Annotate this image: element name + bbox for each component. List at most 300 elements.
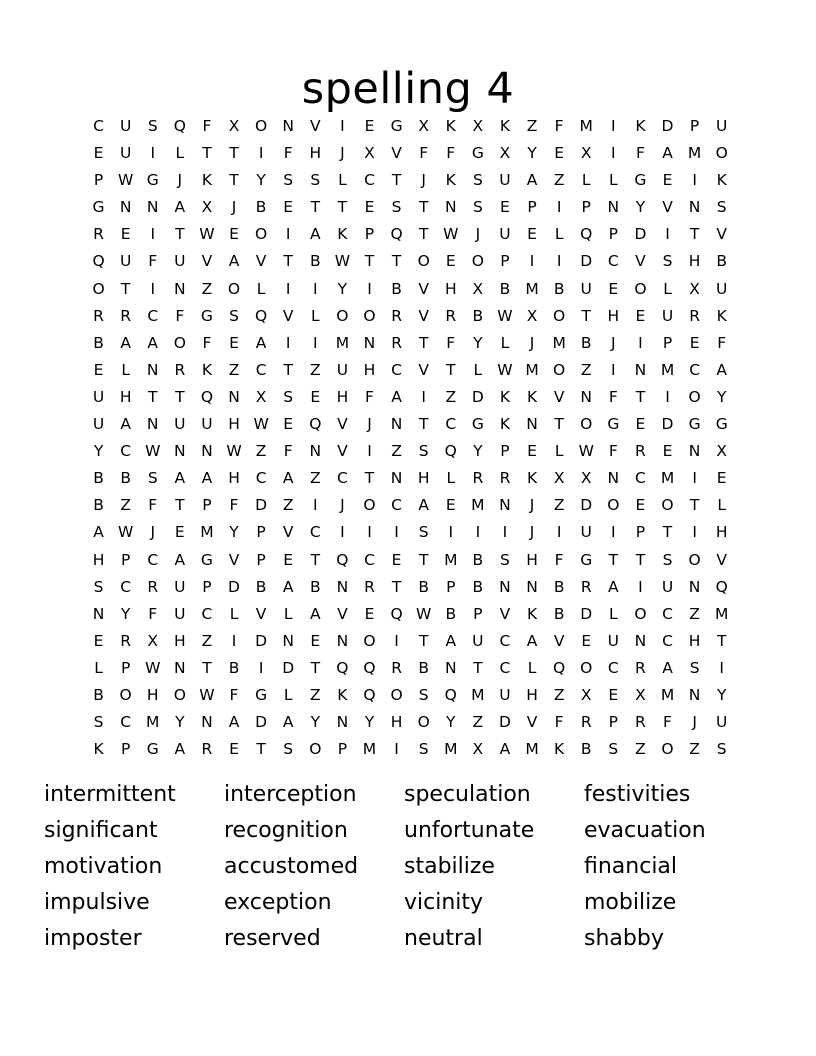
puzzle-cell[interactable]: V <box>282 306 294 325</box>
puzzle-cell[interactable]: S <box>662 252 673 271</box>
puzzle-cell[interactable]: I <box>313 333 318 352</box>
puzzle-cell[interactable]: O <box>607 496 620 515</box>
puzzle-cell[interactable]: A <box>201 469 213 488</box>
puzzle-cell[interactable]: S <box>418 523 429 542</box>
puzzle-cell[interactable]: W <box>253 415 269 434</box>
puzzle-cell[interactable]: A <box>309 225 321 244</box>
puzzle-cell[interactable]: A <box>526 171 538 190</box>
puzzle-cell[interactable]: D <box>228 577 240 596</box>
puzzle-cell[interactable]: A <box>391 387 402 406</box>
puzzle-cell[interactable]: L <box>446 469 456 488</box>
puzzle-cell[interactable]: R <box>93 225 104 244</box>
puzzle-cell[interactable]: N <box>336 577 349 596</box>
puzzle-cell[interactable]: E <box>310 631 321 650</box>
puzzle-cell[interactable]: S <box>310 171 321 190</box>
puzzle-cell[interactable]: W <box>497 360 513 379</box>
puzzle-cell[interactable]: P <box>635 523 646 542</box>
puzzle-cell[interactable]: U <box>716 117 728 135</box>
puzzle-cell[interactable]: Q <box>336 550 349 569</box>
puzzle-cell[interactable]: N <box>336 713 349 732</box>
puzzle-cell[interactable]: B <box>93 685 104 704</box>
puzzle-cell[interactable]: V <box>309 117 321 135</box>
puzzle-cell[interactable]: Z <box>689 604 700 623</box>
puzzle-cell[interactable]: T <box>202 144 212 163</box>
puzzle-cell[interactable]: J <box>529 333 535 352</box>
puzzle-cell[interactable]: U <box>174 577 186 596</box>
puzzle-cell[interactable]: A <box>174 550 186 569</box>
puzzle-cell[interactable]: N <box>174 279 186 298</box>
puzzle-cell[interactable]: N <box>174 658 186 677</box>
puzzle-cell[interactable]: N <box>282 117 294 135</box>
puzzle-cell[interactable]: C <box>391 360 402 379</box>
puzzle-cell[interactable]: B <box>93 496 104 515</box>
puzzle-cell[interactable]: U <box>119 144 132 163</box>
puzzle-cell[interactable]: G <box>688 415 701 434</box>
puzzle-cell[interactable]: U <box>92 387 105 406</box>
puzzle-cell[interactable]: E <box>445 252 456 271</box>
puzzle-cell[interactable]: N <box>228 387 240 406</box>
puzzle-cell[interactable]: H <box>336 387 349 406</box>
puzzle-cell[interactable]: U <box>580 523 592 542</box>
word-list-item[interactable]: intermittent <box>44 782 176 807</box>
puzzle-cell[interactable]: T <box>554 415 564 434</box>
puzzle-cell[interactable]: H <box>146 685 159 704</box>
puzzle-cell[interactable]: I <box>611 360 616 379</box>
puzzle-cell[interactable]: C <box>255 360 267 379</box>
puzzle-cell[interactable]: H <box>417 469 430 488</box>
puzzle-cell[interactable]: U <box>661 306 674 325</box>
puzzle-cell[interactable]: Y <box>473 333 483 352</box>
puzzle-cell[interactable]: E <box>689 333 700 352</box>
puzzle-cell[interactable]: U <box>499 171 511 190</box>
puzzle-cell[interactable]: B <box>716 252 728 271</box>
puzzle-cell[interactable]: I <box>367 523 372 542</box>
puzzle-cell[interactable]: T <box>662 523 673 542</box>
puzzle-cell[interactable]: O <box>580 415 593 434</box>
puzzle-cell[interactable]: Z <box>228 360 240 379</box>
puzzle-cell[interactable]: L <box>473 360 483 379</box>
puzzle-cell[interactable]: N <box>526 577 538 596</box>
puzzle-cell[interactable]: V <box>282 523 294 542</box>
puzzle-cell[interactable]: S <box>472 171 483 190</box>
puzzle-cell[interactable]: M <box>362 740 377 759</box>
puzzle-cell[interactable]: U <box>119 117 132 135</box>
puzzle-cell[interactable]: B <box>391 279 402 298</box>
puzzle-cell[interactable]: C <box>391 496 402 515</box>
word-list-item[interactable]: imposter <box>44 926 142 951</box>
puzzle-cell[interactable]: Z <box>201 279 213 298</box>
puzzle-cell[interactable]: Y <box>175 713 185 732</box>
puzzle-cell[interactable]: L <box>121 360 130 379</box>
puzzle-cell[interactable]: I <box>611 117 616 135</box>
puzzle-cell[interactable]: I <box>475 523 481 542</box>
puzzle-cell[interactable]: A <box>282 713 294 732</box>
word-list-item[interactable]: interception <box>224 782 357 807</box>
puzzle-cell[interactable]: E <box>229 225 239 244</box>
puzzle-cell[interactable]: B <box>472 550 484 569</box>
puzzle-cell[interactable]: N <box>363 333 376 352</box>
puzzle-cell[interactable]: G <box>92 198 105 217</box>
puzzle-cell[interactable]: C <box>336 469 348 488</box>
puzzle-cell[interactable]: Q <box>255 306 268 325</box>
puzzle-cell[interactable]: Z <box>120 496 131 515</box>
puzzle-cell[interactable]: B <box>120 469 131 488</box>
puzzle-cell[interactable]: W <box>145 442 161 461</box>
puzzle-cell[interactable]: K <box>526 469 538 488</box>
puzzle-cell[interactable]: K <box>716 171 727 190</box>
puzzle-cell[interactable]: T <box>120 279 131 298</box>
puzzle-cell[interactable]: D <box>634 225 647 244</box>
puzzle-cell[interactable]: T <box>635 550 646 569</box>
puzzle-cell[interactable]: Q <box>390 604 403 623</box>
puzzle-cell[interactable]: A <box>716 360 727 379</box>
puzzle-cell[interactable]: H <box>174 631 186 650</box>
puzzle-cell[interactable]: A <box>418 496 429 515</box>
puzzle-cell[interactable]: J <box>150 523 156 542</box>
puzzle-cell[interactable]: V <box>337 415 348 434</box>
puzzle-cell[interactable]: Q <box>92 252 105 271</box>
puzzle-cell[interactable]: Y <box>635 198 646 217</box>
puzzle-cell[interactable]: H <box>688 252 701 271</box>
puzzle-cell[interactable]: B <box>580 740 592 759</box>
puzzle-cell[interactable]: C <box>662 631 673 650</box>
puzzle-cell[interactable]: R <box>635 658 646 677</box>
puzzle-cell[interactable]: W <box>199 685 215 704</box>
puzzle-cell[interactable]: I <box>692 171 697 190</box>
puzzle-cell[interactable]: B <box>93 469 104 488</box>
puzzle-cell[interactable]: U <box>119 252 132 271</box>
puzzle-cell[interactable]: H <box>688 631 701 650</box>
puzzle-cell[interactable]: H <box>390 713 403 732</box>
puzzle-cell[interactable]: U <box>716 279 728 298</box>
puzzle-cell[interactable]: W <box>226 442 242 461</box>
puzzle-cell[interactable]: A <box>309 604 321 623</box>
puzzle-cell[interactable]: N <box>634 631 647 650</box>
puzzle-cell[interactable]: T <box>175 225 185 244</box>
puzzle-cell[interactable]: B <box>228 658 240 677</box>
puzzle-cell[interactable]: C <box>120 577 132 596</box>
puzzle-cell[interactable]: J <box>529 523 535 542</box>
puzzle-cell[interactable]: G <box>200 306 213 325</box>
puzzle-cell[interactable]: S <box>716 740 727 759</box>
puzzle-cell[interactable]: N <box>201 442 213 461</box>
puzzle-cell[interactable]: J <box>231 198 237 217</box>
puzzle-cell[interactable]: M <box>660 360 675 379</box>
puzzle-cell[interactable]: B <box>553 279 565 298</box>
puzzle-cell[interactable]: M <box>525 360 539 379</box>
puzzle-cell[interactable]: J <box>340 144 345 163</box>
puzzle-cell[interactable]: T <box>364 469 375 488</box>
puzzle-cell[interactable]: I <box>638 577 643 596</box>
puzzle-cell[interactable]: I <box>556 523 562 542</box>
word-list-item[interactable]: impulsive <box>44 890 150 915</box>
puzzle-cell[interactable]: R <box>445 306 457 325</box>
puzzle-cell[interactable]: Z <box>553 496 565 515</box>
puzzle-cell[interactable]: K <box>499 117 511 135</box>
puzzle-cell[interactable]: M <box>200 523 214 542</box>
puzzle-cell[interactable]: P <box>581 198 591 217</box>
puzzle-cell[interactable]: M <box>552 333 566 352</box>
puzzle-cell[interactable]: F <box>446 333 456 352</box>
puzzle-cell[interactable]: U <box>201 415 213 434</box>
puzzle-cell[interactable]: I <box>529 252 535 271</box>
puzzle-cell[interactable]: P <box>202 577 212 596</box>
puzzle-cell[interactable]: Z <box>391 442 402 461</box>
puzzle-cell[interactable]: M <box>444 550 458 569</box>
puzzle-cell[interactable]: J <box>529 496 535 515</box>
puzzle-cell[interactable]: S <box>689 658 700 677</box>
puzzle-cell[interactable]: I <box>665 387 670 406</box>
puzzle-cell[interactable]: F <box>202 117 212 135</box>
puzzle-cell[interactable]: I <box>692 469 697 488</box>
puzzle-cell[interactable]: I <box>502 523 508 542</box>
puzzle-cell[interactable]: I <box>285 225 291 244</box>
puzzle-cell[interactable]: C <box>255 469 267 488</box>
puzzle-cell[interactable]: A <box>662 658 673 677</box>
puzzle-cell[interactable]: R <box>391 333 402 352</box>
puzzle-cell[interactable]: X <box>580 469 592 488</box>
puzzle-cell[interactable]: F <box>175 306 185 325</box>
puzzle-cell[interactable]: I <box>150 279 156 298</box>
puzzle-cell[interactable]: H <box>309 144 322 163</box>
puzzle-cell[interactable]: A <box>120 333 131 352</box>
puzzle-cell[interactable]: A <box>174 198 186 217</box>
puzzle-cell[interactable]: I <box>150 144 156 163</box>
puzzle-cell[interactable]: O <box>119 685 132 704</box>
puzzle-cell[interactable]: N <box>499 496 511 515</box>
word-list-item[interactable]: shabby <box>584 926 664 951</box>
puzzle-cell[interactable]: R <box>364 577 375 596</box>
puzzle-cell[interactable]: D <box>255 496 268 515</box>
puzzle-cell[interactable]: S <box>147 469 158 488</box>
puzzle-cell[interactable]: B <box>499 279 511 298</box>
puzzle-cell[interactable]: X <box>716 442 728 461</box>
puzzle-cell[interactable]: N <box>309 442 322 461</box>
puzzle-cell[interactable]: E <box>283 415 294 434</box>
puzzle-cell[interactable]: E <box>93 631 104 650</box>
puzzle-cell[interactable]: C <box>499 658 511 677</box>
puzzle-cell[interactable]: L <box>609 604 618 623</box>
puzzle-cell[interactable]: K <box>445 117 456 135</box>
puzzle-cell[interactable]: R <box>472 469 484 488</box>
puzzle-cell[interactable]: Q <box>200 387 214 406</box>
puzzle-cell[interactable]: V <box>553 387 565 406</box>
puzzle-cell[interactable]: C <box>499 631 511 650</box>
puzzle-cell[interactable]: W <box>416 604 432 623</box>
puzzle-cell[interactable]: I <box>719 658 724 677</box>
puzzle-cell[interactable]: X <box>228 117 240 135</box>
puzzle-cell[interactable]: E <box>662 171 673 190</box>
puzzle-cell[interactable]: U <box>174 604 186 623</box>
puzzle-cell[interactable]: K <box>716 306 727 325</box>
puzzle-cell[interactable]: O <box>173 685 186 704</box>
puzzle-cell[interactable]: I <box>340 523 345 542</box>
puzzle-cell[interactable]: D <box>580 604 593 623</box>
puzzle-cell[interactable]: J <box>692 713 697 732</box>
puzzle-cell[interactable]: T <box>229 171 239 190</box>
puzzle-cell[interactable]: R <box>635 442 646 461</box>
puzzle-cell[interactable]: N <box>499 577 511 596</box>
puzzle-cell[interactable]: N <box>201 713 213 732</box>
puzzle-cell[interactable]: C <box>147 306 159 325</box>
puzzle-cell[interactable]: F <box>635 144 645 163</box>
puzzle-cell[interactable]: L <box>94 658 103 677</box>
puzzle-cell[interactable]: F <box>148 604 158 623</box>
puzzle-cell[interactable]: N <box>336 631 349 650</box>
puzzle-cell[interactable]: X <box>472 117 484 135</box>
puzzle-cell[interactable]: A <box>228 252 240 271</box>
puzzle-cell[interactable]: G <box>390 117 403 135</box>
word-list-item[interactable]: speculation <box>404 782 531 807</box>
puzzle-cell[interactable]: L <box>283 604 293 623</box>
puzzle-cell[interactable]: E <box>608 685 619 704</box>
puzzle-cell[interactable]: C <box>120 713 132 732</box>
puzzle-cell[interactable]: Q <box>444 685 457 704</box>
puzzle-cell[interactable]: T <box>391 171 402 190</box>
puzzle-cell[interactable]: T <box>337 198 348 217</box>
puzzle-cell[interactable]: S <box>418 740 429 759</box>
puzzle-cell[interactable]: E <box>581 631 592 650</box>
puzzle-cell[interactable]: K <box>337 225 348 244</box>
puzzle-cell[interactable]: F <box>229 685 239 704</box>
puzzle-cell[interactable]: Y <box>473 442 483 461</box>
puzzle-cell[interactable]: X <box>418 117 429 135</box>
puzzle-cell[interactable]: Y <box>337 279 348 298</box>
puzzle-cell[interactable]: Q <box>580 225 593 244</box>
puzzle-cell[interactable]: F <box>554 550 564 569</box>
puzzle-cell[interactable]: I <box>258 658 264 677</box>
puzzle-cell[interactable]: I <box>150 225 156 244</box>
puzzle-cell[interactable]: N <box>526 415 538 434</box>
puzzle-cell[interactable]: V <box>716 225 727 244</box>
puzzle-cell[interactable]: O <box>715 144 728 163</box>
puzzle-cell[interactable]: P <box>527 198 537 217</box>
puzzle-cell[interactable]: T <box>418 198 429 217</box>
puzzle-cell[interactable]: I <box>638 333 643 352</box>
puzzle-cell[interactable]: R <box>391 658 402 677</box>
puzzle-cell[interactable]: O <box>661 740 674 759</box>
puzzle-cell[interactable]: E <box>554 144 565 163</box>
puzzle-cell[interactable]: O <box>634 604 647 623</box>
puzzle-cell[interactable]: L <box>554 442 564 461</box>
puzzle-cell[interactable]: M <box>471 496 485 515</box>
puzzle-cell[interactable]: L <box>717 496 727 515</box>
puzzle-cell[interactable]: P <box>662 333 673 352</box>
puzzle-cell[interactable]: L <box>256 279 266 298</box>
puzzle-cell[interactable]: P <box>364 225 375 244</box>
puzzle-cell[interactable]: S <box>716 198 727 217</box>
puzzle-cell[interactable]: L <box>310 306 320 325</box>
puzzle-cell[interactable]: A <box>174 469 186 488</box>
puzzle-cell[interactable]: M <box>660 685 675 704</box>
puzzle-cell[interactable]: I <box>611 523 616 542</box>
puzzle-cell[interactable]: L <box>229 604 239 623</box>
puzzle-cell[interactable]: V <box>418 360 429 379</box>
puzzle-cell[interactable]: N <box>444 198 457 217</box>
puzzle-cell[interactable]: E <box>364 604 375 623</box>
puzzle-cell[interactable]: Q <box>336 658 349 677</box>
puzzle-cell[interactable]: T <box>446 360 456 379</box>
puzzle-cell[interactable]: U <box>661 577 674 596</box>
puzzle-cell[interactable]: O <box>688 550 701 569</box>
puzzle-cell[interactable]: M <box>335 333 350 352</box>
puzzle-cell[interactable]: N <box>92 604 105 623</box>
puzzle-cell[interactable]: E <box>500 198 510 217</box>
puzzle-cell[interactable]: G <box>255 685 268 704</box>
puzzle-cell[interactable]: X <box>472 279 484 298</box>
puzzle-cell[interactable]: M <box>715 604 729 623</box>
puzzle-cell[interactable]: V <box>337 604 348 623</box>
puzzle-cell[interactable]: V <box>201 252 213 271</box>
puzzle-cell[interactable]: Q <box>715 577 728 596</box>
puzzle-cell[interactable]: L <box>527 658 537 677</box>
puzzle-cell[interactable]: Z <box>282 496 294 515</box>
puzzle-cell[interactable]: B <box>580 333 592 352</box>
puzzle-cell[interactable]: R <box>580 713 592 732</box>
puzzle-cell[interactable]: I <box>367 442 372 461</box>
puzzle-cell[interactable]: T <box>175 496 185 515</box>
puzzle-cell[interactable]: T <box>418 225 429 244</box>
puzzle-cell[interactable]: F <box>446 144 456 163</box>
puzzle-cell[interactable]: T <box>581 306 591 325</box>
puzzle-cell[interactable]: X <box>689 279 700 298</box>
puzzle-cell[interactable]: T <box>175 387 185 406</box>
puzzle-cell[interactable]: T <box>608 550 619 569</box>
puzzle-cell[interactable]: J <box>367 415 372 434</box>
puzzle-cell[interactable]: C <box>364 171 375 190</box>
puzzle-cell[interactable]: I <box>448 523 454 542</box>
puzzle-cell[interactable]: A <box>120 415 131 434</box>
puzzle-cell[interactable]: N <box>390 469 403 488</box>
puzzle-cell[interactable]: G <box>146 171 159 190</box>
puzzle-cell[interactable]: T <box>148 387 158 406</box>
puzzle-cell[interactable]: C <box>120 442 132 461</box>
puzzle-cell[interactable]: Y <box>527 144 537 163</box>
puzzle-cell[interactable]: L <box>338 171 347 190</box>
puzzle-cell[interactable]: D <box>471 387 484 406</box>
puzzle-cell[interactable]: K <box>499 387 511 406</box>
puzzle-cell[interactable]: S <box>93 713 104 732</box>
puzzle-cell[interactable]: K <box>554 740 565 759</box>
puzzle-cell[interactable]: T <box>310 550 321 569</box>
puzzle-cell[interactable]: L <box>609 171 618 190</box>
puzzle-cell[interactable]: N <box>146 360 159 379</box>
puzzle-cell[interactable]: C <box>445 415 457 434</box>
puzzle-cell[interactable]: T <box>256 740 266 759</box>
puzzle-cell[interactable]: P <box>120 550 131 569</box>
puzzle-cell[interactable]: P <box>473 604 483 623</box>
puzzle-cell[interactable]: T <box>391 577 402 596</box>
puzzle-cell[interactable]: D <box>661 415 674 434</box>
puzzle-cell[interactable]: O <box>363 496 376 515</box>
puzzle-cell[interactable]: C <box>635 469 646 488</box>
puzzle-cell[interactable]: T <box>310 198 321 217</box>
word-list-item[interactable]: reserved <box>224 926 321 951</box>
puzzle-cell[interactable]: E <box>391 550 402 569</box>
puzzle-cell[interactable]: F <box>717 333 727 352</box>
puzzle-cell[interactable]: C <box>93 117 104 135</box>
puzzle-cell[interactable]: X <box>499 144 511 163</box>
puzzle-cell[interactable]: W <box>578 442 594 461</box>
puzzle-cell[interactable]: B <box>553 577 565 596</box>
puzzle-cell[interactable]: V <box>337 442 348 461</box>
puzzle-cell[interactable]: R <box>689 306 700 325</box>
puzzle-cell[interactable]: Y <box>446 713 456 732</box>
puzzle-cell[interactable]: T <box>283 252 293 271</box>
word-list-item[interactable]: neutral <box>404 926 483 951</box>
puzzle-cell[interactable]: K <box>93 740 104 759</box>
puzzle-cell[interactable]: N <box>146 415 159 434</box>
